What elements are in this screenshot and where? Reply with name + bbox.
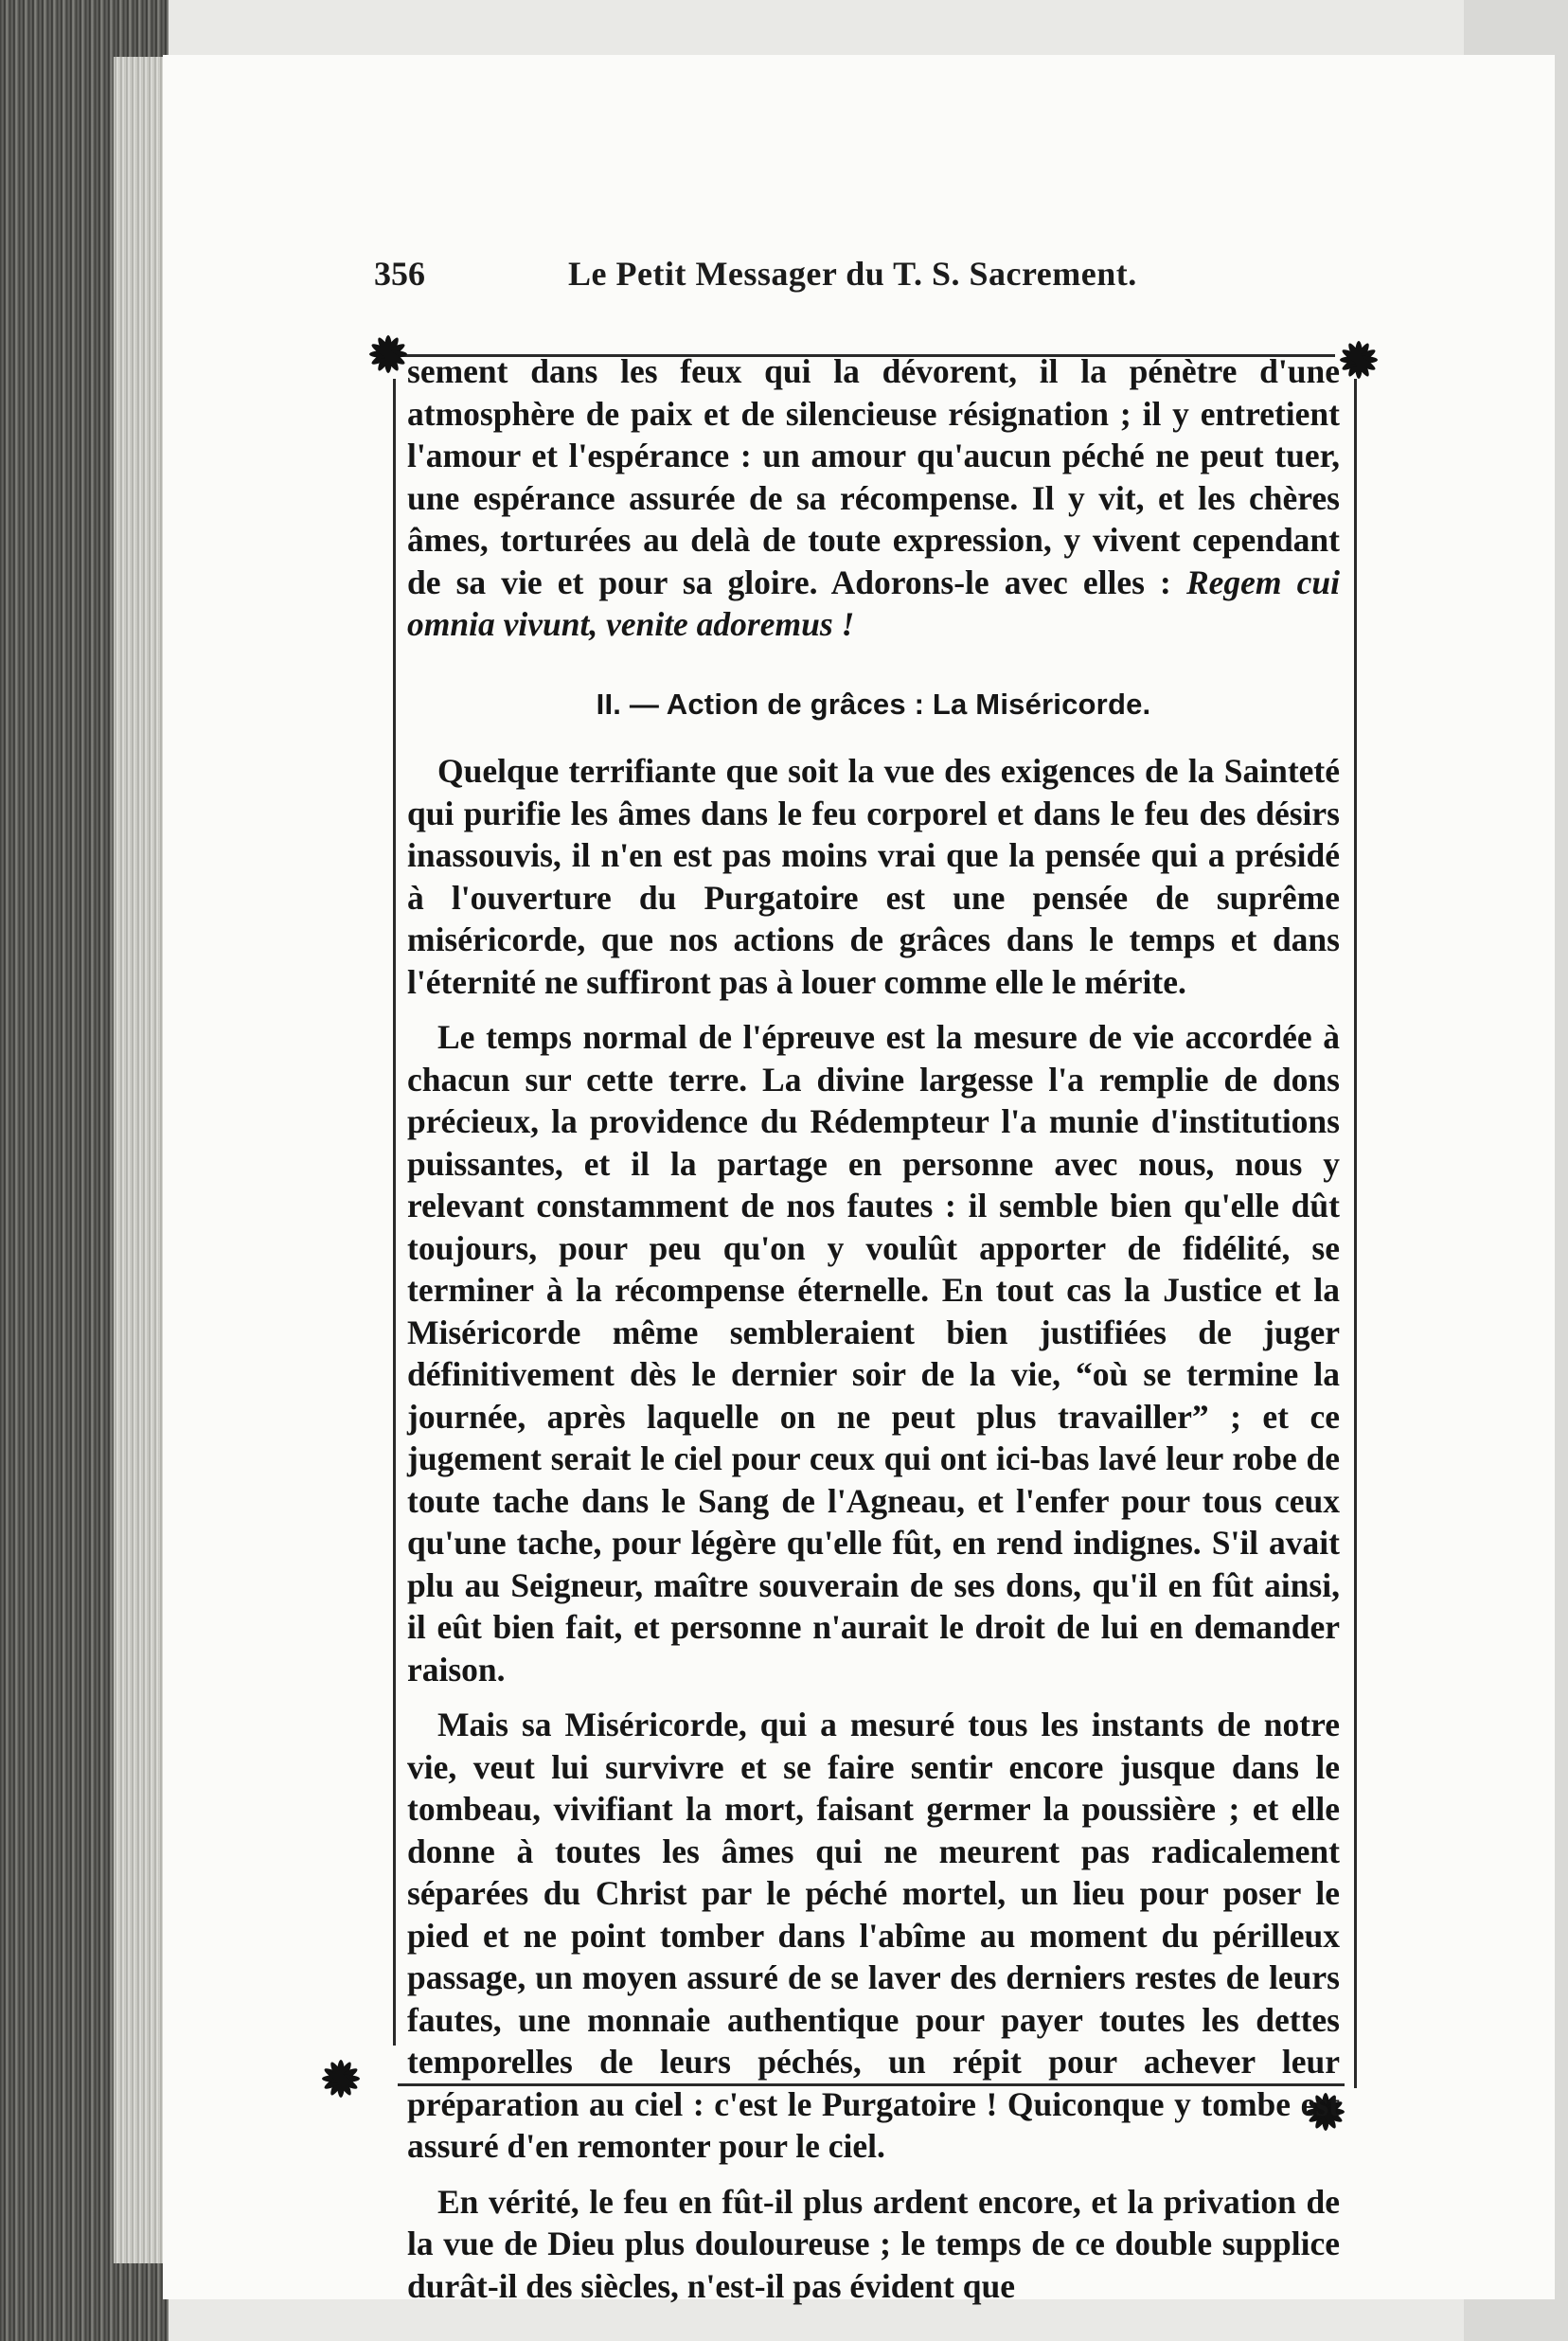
asterisk-flower-icon [312,2050,369,2107]
opening-paragraph-text: sement dans les feux qui la dévorent, il la pénètre d'une atmosphère de paix et de silencieuse résignation ; il y entretient l'amour et l'espérance : un amour qu'aucun péché ne peut tuer, une espérance assurée de sa récompense. Il y vit, et les chères âmes, torturées au delà de toute expression, y vivent cependant de sa vie et pour sa gloire. Adorons-le avec elles : [407,352,1340,601]
body-paragraph: Le temps normal de l'épreuve est la mesure de vie accordée à chacun sur cette terre. La divine largesse l'a remplie de dons précieux, la providence du Rédempteur l'a munie d'institutions puissantes, et il la partage en personne avec nous, nous y relevant constamment de nos fautes : il semble bien qu'elle dût toujours, pour peu qu'on y voulût apporter de fidélité, se terminer à la récompense éternelle. En tout cas la Justice et la Miséricorde même sembleraient bien justifiées de juger définitivement dès le dernier soir de la vie, “où se termine la journée, après laquelle on ne peut plus travailler” ; et ce jugement serait le ciel pour ceux qui ont ici-bas lavé leur robe de toute tache dans le Sang de l'Agneau, et l'enfer pour tous ceux qu'une tache, pour légère qu'elle fût, en rend indignes. S'il avait plu au Seigneur, maître souverain de ses dons, qu'il en fût ainsi, il eût bien fait, et personne n'aurait le droit de lui en demander raison. [407,1018,1340,1689]
page-header [374,254,1321,320]
frame-rule-left [393,379,396,2046]
page-stack-edge [114,57,169,2263]
running-title: Le Petit Messager du T. S. Sacrement. [568,255,1137,293]
opening-paragraph [407,350,1340,646]
section-heading: II. — Action de grâces : La Miséricorde. [596,687,1151,721]
body-paragraph: Mais sa Miséricorde, qui a mesuré tous les instants de notre vie, veut lui survivre et se faire sentir encore jusque dans le tombeau, vivifiant la mort, faisant germer la poussière ; et elle donne à toutes les âmes qui ne meurent pas radicalement séparées du Christ par le péché mortel, un lieu pour poser le pied et ne point tomber dans l'abîme au moment du périlleux passage, un moyen assuré de se laver des derniers restes de leurs fautes, une monnaie authentique pour payer toutes les dettes temporelles de leurs péchés, un répit pour achever leur préparation au ciel : c'est le Purgatoire ! Quiconque y tombe est assuré d'en remonter pour le ciel. [407,1706,1340,2165]
body-paragraph: Quelque terrifiante que soit la vue des exigences de la Sainteté qui purifie les âmes dans le feu corporel et dans le feu des désirs inassouvis, il n'en est pas moins vrai que la pensée qui a présidé à l'ouverture du Purgatoire est une pensée de suprême miséricorde, que nos actions de grâces dans le temps et dans l'éternité ne suffiront pas à louer comme elle le mérite. [407,752,1340,1001]
page-number: 356 [374,255,425,293]
body-paragraph: En vérité, le feu en fût-il plus ardent encore, et la privation de la vue de Dieu plus douloureuse ; le temps de ce double supplice durât-il des siècles, n'est-il pas évident que [407,2182,1340,2305]
page-body [407,350,1340,2305]
latin-quote: Regem cui omnia vivunt, venite adoremus ! [407,563,1340,643]
frame-rule-right [1354,379,1357,2088]
